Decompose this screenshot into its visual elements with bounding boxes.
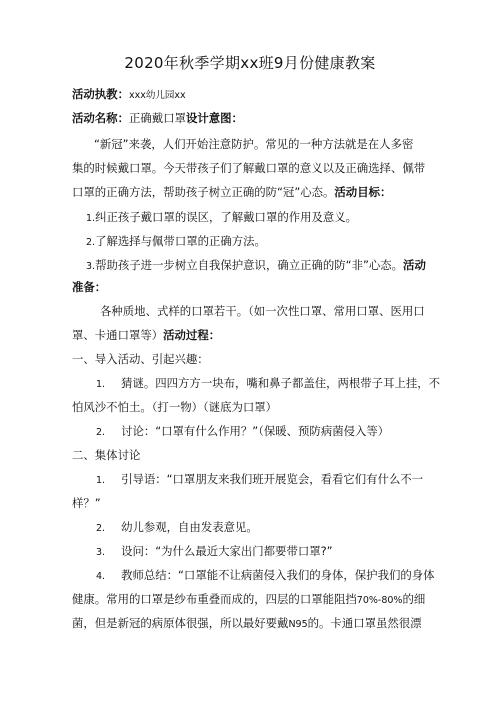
section-1-heading: 一、导入活动、引起兴趣： [72,352,209,366]
section-1-item-2-text: 讨论：“口罩有什么作用？”（保暖、预防病菌侵入等） [121,424,390,438]
section-2-item-3 [96,543,333,559]
prep-line-2 [72,327,220,343]
preparation-heading-part-2: 准备： [72,280,107,294]
section-2-item-1-line-2: 样？” [72,496,101,510]
activity-name-value: 正确戴口罩 [128,111,186,125]
goal-3-text: 帮助孩子进一步树立自我保护意识，确立正确的防“非”心态。 [95,258,404,272]
executor-line [72,86,186,102]
goal-1-number: 1. [86,213,96,224]
goal-3-number: 3. [86,261,96,272]
intro-line-3-text: 口罩的正确方法，帮助孩子树立正确的防“冠”心态。 [72,185,335,199]
executor-value: xxx幼儿园xx [128,90,186,101]
section-2-item-4-line-2-text-b: 的细 [402,592,426,606]
section-1-item-2-number: 2. [96,427,106,438]
intro-line-1: “新冠”来袭，人们开始注意防护。常见的一种方法就是在人多密 [94,137,414,151]
section-2-item-2 [96,519,258,535]
goal-2-text: 了解选择与佩带口罩的正确方法。 [95,234,266,248]
section-2-item-4-line-3 [72,615,422,631]
section-2-item-1-text: 引导语：“口罩朋友来我们班开展览会，看看它们有什么不一 [121,472,424,486]
process-heading: 活动过程： [163,328,221,342]
prep-line-1: 各种质地、式样的口罩若干。（如一次性口罩、常用口罩、医用口 [100,304,425,318]
section-2-item-4-line-1 [96,567,435,583]
section-2-item-4-line-3-text-b: 的。卡通口罩虽然很漂 [307,616,422,630]
document-title: 2020年秋季学期xx班9月份健康教案 [124,54,376,72]
section-2-heading: 二、集体讨论 [72,448,141,462]
intro-line-3 [72,184,391,200]
goal-2-number: 2. [86,237,96,248]
section-1-item-2 [96,423,389,439]
activity-name-label: 活动名称： [72,111,129,125]
section-2-item-4-line-2 [72,591,425,607]
section-2-item-3-text: 设问：“为什么最近大家出门都要带口罩?” [121,544,333,558]
section-1-item-1-text: 猜谜。四四方方一块布，嘴和鼻子都盖住，两根带子耳上挂，不 [121,376,441,390]
mask-grade: N95 [288,619,308,630]
preparation-heading-part-1: 活动 [403,258,426,272]
section-2-item-2-text: 幼儿参观，自由发表意见。 [121,520,258,534]
section-2-item-1-number: 1. [96,475,106,486]
section-1-item-1-line-2: 怕风沙不怕土。（打一物）（谜底为口罩） [72,400,278,414]
intro-line-2: 集的时候戴口罩。今天带孩子们了解戴口罩的意义以及正确选择、佩带 [72,161,426,175]
executor-label: 活动执教： [72,87,129,101]
goal-1-text: 纠正孩子戴口罩的误区，了解戴口罩的作用及意义。 [95,210,358,224]
section-2-item-2-number: 2. [96,523,106,534]
section-2-item-1-line-1 [96,471,423,487]
section-1-item-1-number: 1. [96,379,106,390]
goal-3 [86,257,426,273]
design-intent-label: 设计意图： [185,111,243,125]
section-2-item-4-line-2-text-a: 健康。常用的口罩是纱布重叠而成的，四层的口罩能阻挡 [72,592,357,606]
activity-name-line [72,110,243,126]
goal-1 [86,209,357,225]
section-2-item-4-line-3-text-a: 菌，但是新冠的病原体很强，所以最好要戴 [72,616,289,630]
goals-heading: 活动目标： [334,185,392,199]
section-2-item-4-text: 教师总结：“口罩能不让病菌侵入我们的身体，保护我们的身体 [121,568,435,582]
section-1-item-1-line-1 [96,375,440,391]
section-2-item-4-number: 4. [96,571,106,582]
prep-line-2-text: 罩、卡通口罩等） [72,328,164,342]
section-2-item-3-number: 3. [96,547,106,558]
filter-rate: 70%-80% [356,595,403,606]
goal-2 [86,233,266,249]
